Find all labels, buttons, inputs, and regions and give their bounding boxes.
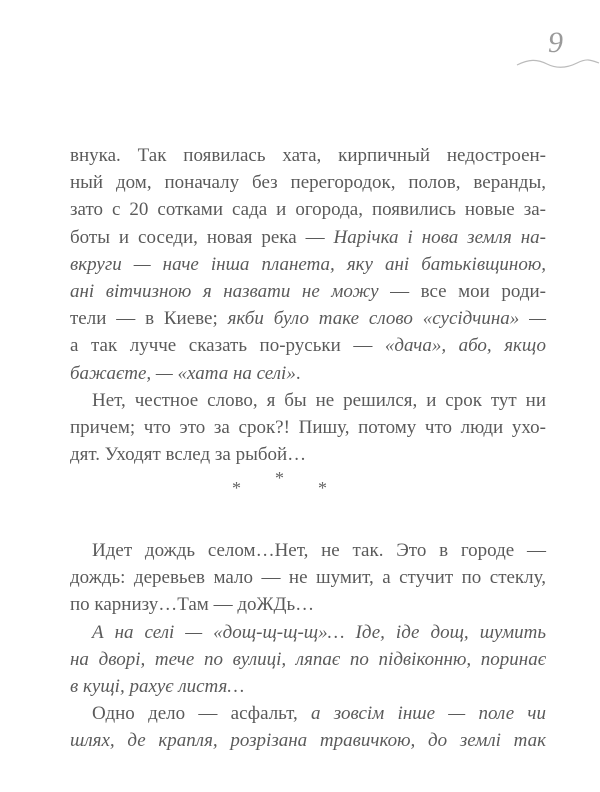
page-number-flourish (515, 56, 600, 70)
text-line (70, 414, 546, 441)
text: . (295, 362, 301, 384)
text: Нет, честное слово, я бы не решился, и срок тут ни (92, 389, 546, 411)
text: дят. Уходят вслед за рыбой… (70, 444, 307, 466)
text-line (70, 619, 546, 646)
text: — все мои роди- (378, 280, 546, 302)
text-line (70, 224, 546, 251)
italic-text: Нарічка і нова земля на- (333, 226, 546, 248)
text-line (70, 537, 546, 564)
text-line (70, 142, 546, 169)
text-line (70, 646, 546, 673)
separator-star: * (232, 478, 241, 498)
text-line (70, 360, 546, 387)
text-line (70, 169, 546, 196)
text-line (70, 332, 546, 359)
italic-text: А на селі — «дощ-щ-щ-щ»… Іде, іде дощ, шумить (92, 621, 546, 643)
text-line (70, 251, 546, 278)
text: Одно дело — асфальт, (92, 703, 312, 725)
text-line (70, 387, 546, 414)
italic-text: а зовсім інше — поле чи (311, 703, 546, 725)
text: тели — в Киеве; (70, 308, 228, 330)
text-line (70, 441, 546, 468)
italic-text: на дворі, тече по вулиці, ляпає по підвіконню, поринає (70, 648, 546, 670)
italic-text: ані вітчизною я назвати не можу (70, 280, 379, 302)
text-line (70, 591, 546, 618)
text: внука. Так появилась хата, кирпичный недостроен- (70, 145, 546, 166)
text-line (70, 700, 546, 727)
text-line (70, 564, 546, 591)
text: зато с 20 сотками сада и огорода, появились новые за- (70, 199, 546, 221)
italic-text: вкруги — наче інша планета, яку ані батьківщиною, (70, 253, 546, 275)
text: Идет дождь селом…Нет, не так. Это в городе — (92, 540, 546, 561)
italic-text: якби було таке слово «сусідчина» — (227, 308, 546, 330)
text: по карнизу…Там — доЖДь… (70, 594, 315, 616)
section-separator (0, 468, 600, 498)
italic-text: в кущі, рахує листя… (70, 675, 245, 697)
page-number: 9 (548, 26, 563, 59)
text: а так лучче сказать по-руськи — (70, 335, 385, 357)
text-line (70, 727, 546, 754)
text-line (70, 673, 546, 700)
separator-star: * (275, 468, 284, 488)
separator-star: * (318, 478, 327, 498)
text-line (70, 305, 546, 332)
italic-text: шлях, де крапля, розрізана травичкою, до землі так (70, 730, 546, 752)
text: дождь: деревьев мало — не шумит, а стучит по стеклу, (70, 567, 546, 589)
text: ный дом, поначалу без перегородок, полов, веранды, (70, 172, 546, 194)
text-block-1 (70, 142, 546, 468)
text: боты и соседи, новая река — (70, 226, 334, 248)
text: причем; что это за срок?! Пишу, потому что люди ухо- (70, 416, 546, 438)
italic-text: бажаєте, — «хата на селі» (70, 362, 296, 384)
text-line (70, 196, 546, 223)
italic-text: «дача», або, якщо (384, 335, 547, 357)
text-block-2 (70, 537, 546, 755)
text-line (70, 278, 546, 305)
